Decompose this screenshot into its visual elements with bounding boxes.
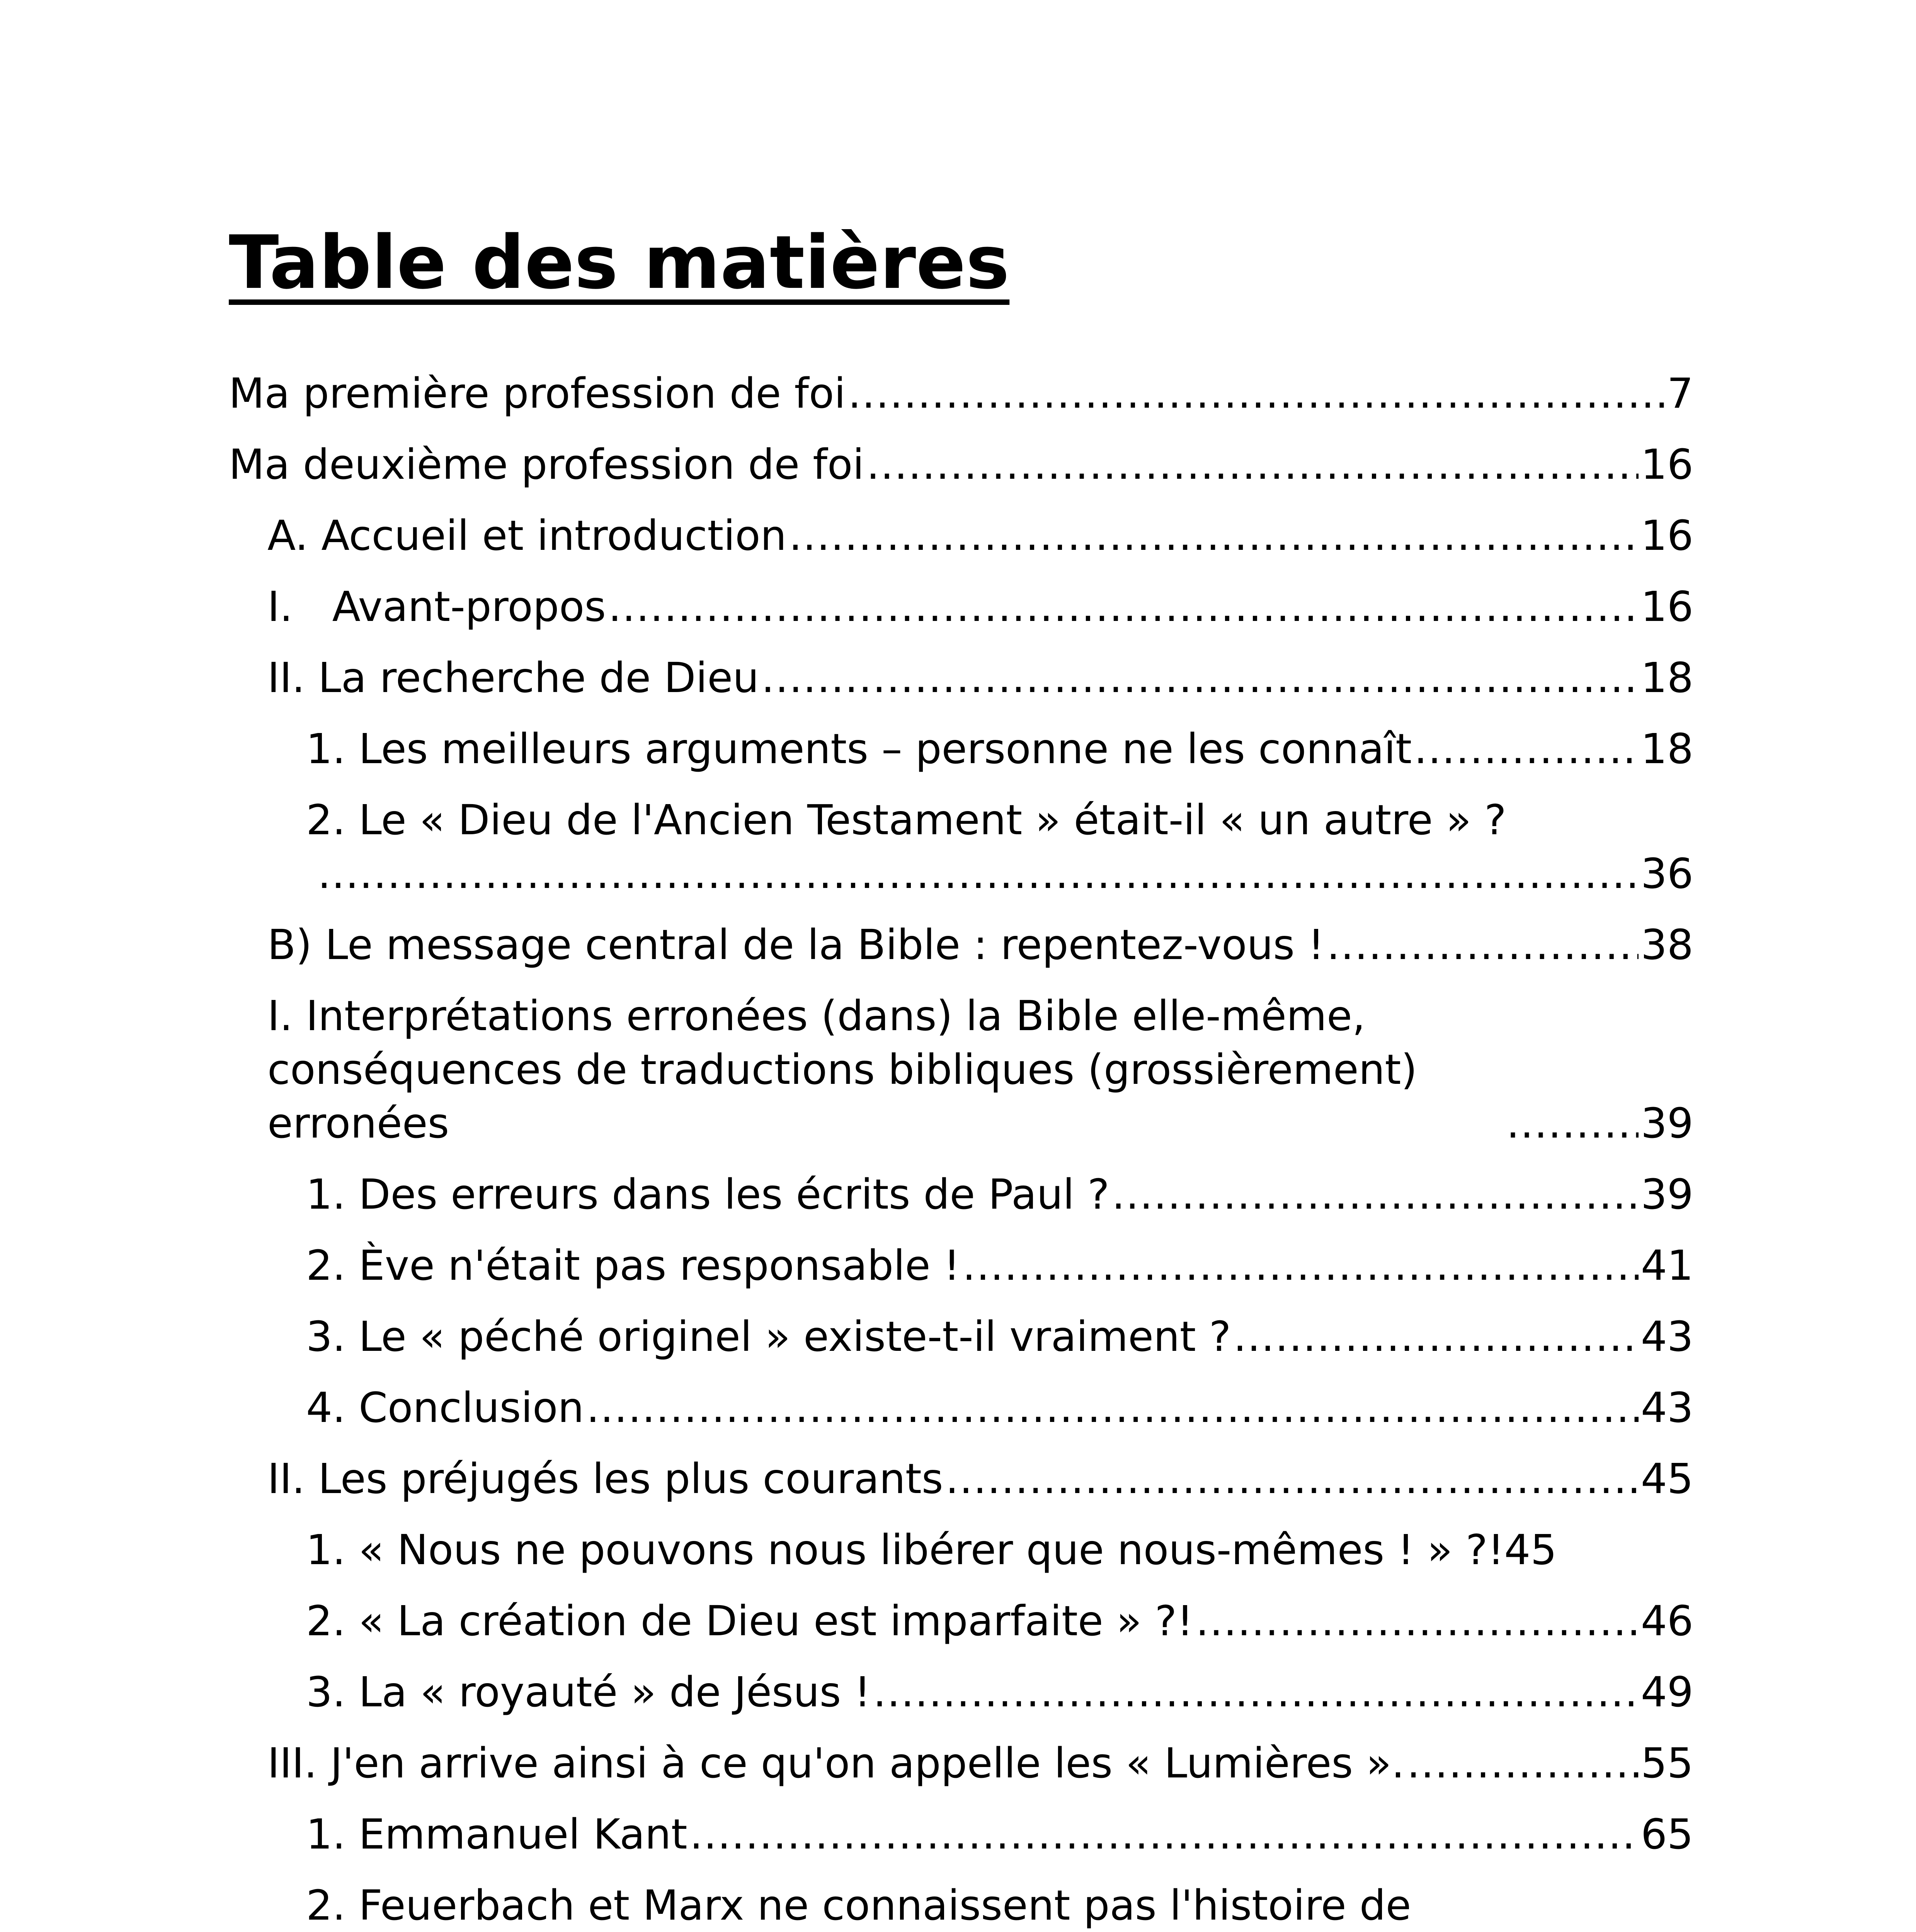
dot-leader	[1414, 723, 1639, 776]
toc-entry[interactable]	[229, 990, 1693, 1151]
toc-entry-text: 4. Conclusion	[306, 1384, 584, 1432]
toc-entry-text: II. La recherche de Dieu	[267, 654, 759, 702]
toc-entry-page: 18	[1640, 654, 1693, 702]
dot-leader	[608, 580, 1639, 634]
table-of-contents	[229, 367, 1693, 1932]
dot-leader	[873, 1666, 1639, 1719]
toc-entry-text: 1. Les meilleurs arguments – personne ne les connaît	[306, 725, 1412, 773]
toc-entry-page: 16	[1640, 583, 1693, 631]
toc-entry-text: 3. La « royauté » de Jésus !	[306, 1668, 871, 1716]
dot-leader	[1407, 1737, 1639, 1791]
toc-entry[interactable]	[229, 580, 1693, 634]
toc-entry-page: 36	[1640, 850, 1693, 898]
dot-leader	[690, 1808, 1639, 1862]
dot-leader	[318, 847, 1639, 901]
toc-entry-continuation	[306, 847, 1693, 901]
toc-entry-page: 65	[1640, 1811, 1693, 1859]
toc-entry-text: 2. « La création de Dieu est imparfaite » ?!	[306, 1597, 1194, 1645]
toc-entry-text: 1. Des erreurs dans les écrits de Paul ?	[306, 1171, 1109, 1219]
dot-leader	[1506, 1097, 1639, 1151]
dot-leader	[848, 367, 1665, 421]
toc-entry[interactable]	[229, 1879, 1693, 1932]
toc-entry-text: 2. Feuerbach et Marx ne connaissent pas l'histoire de	[306, 1882, 1411, 1930]
toc-entry-text: I. Interprétations erronées (dans) la Bible elle-même, conséquences de traductions bibliques (grossièrement) erronées	[267, 992, 1417, 1148]
dot-leader	[866, 438, 1639, 492]
toc-entry[interactable]	[229, 438, 1693, 492]
toc-entry[interactable]	[229, 651, 1693, 705]
toc-entry-text: 2. Ève n'était pas responsable !	[306, 1242, 960, 1290]
toc-entry[interactable]	[229, 367, 1693, 421]
dot-leader	[946, 1452, 1639, 1506]
toc-entry[interactable]	[229, 1239, 1693, 1293]
toc-entry-page: 39	[1640, 1171, 1693, 1219]
dot-leader	[761, 651, 1639, 705]
toc-entry-text: A. Accueil et introduction	[267, 512, 787, 560]
toc-entry-page: 7	[1667, 370, 1693, 418]
toc-entry-text: 1. « Nous ne pouvons nous libérer que nous-mêmes ! » ?!	[306, 1526, 1504, 1574]
toc-entry-text: 3. Le « péché originel » existe-t-il vraiment ?	[306, 1313, 1231, 1361]
toc-entry-page: 49	[1640, 1668, 1693, 1716]
toc-entry-text: 2. Le « Dieu de l'Ancien Testament » était-il « un autre » ?	[306, 796, 1506, 844]
toc-entry[interactable]	[229, 1310, 1693, 1364]
toc-entry-page: 43	[1640, 1384, 1693, 1432]
dot-leader	[586, 1381, 1639, 1435]
toc-entry-page: 18	[1640, 725, 1693, 773]
dot-leader	[1196, 1595, 1639, 1648]
toc-entry[interactable]	[229, 1737, 1693, 1791]
toc-entry-text: III. J'en arrive ainsi à ce qu'on appelle les « Lumières ».	[267, 1740, 1405, 1787]
toc-entry-text: II. Les préjugés les plus courants	[267, 1455, 943, 1503]
dot-leader	[1234, 1310, 1639, 1364]
dot-leader	[963, 1239, 1639, 1293]
toc-entry-page: 43	[1640, 1313, 1693, 1361]
toc-entry[interactable]	[229, 1452, 1693, 1506]
toc-entry-page: 41	[1640, 1242, 1693, 1290]
dot-leader	[789, 509, 1638, 563]
dot-leader	[1327, 918, 1639, 972]
toc-entry-text: B) Le message central de la Bible : repentez-vous !	[267, 921, 1325, 969]
toc-entry-page: 39	[1640, 1100, 1693, 1148]
toc-entry-text: Ma deuxième profession de foi	[229, 441, 864, 489]
page-title: Table des matières	[229, 220, 1010, 305]
toc-entry-text: Ma première profession de foi	[229, 370, 846, 418]
toc-entry-page: 45	[1504, 1526, 1557, 1574]
toc-entry[interactable]	[229, 1595, 1693, 1648]
toc-entry-text: 1. Emmanuel Kant	[306, 1811, 687, 1859]
toc-entry-page: 45	[1640, 1455, 1693, 1503]
toc-entry[interactable]	[229, 1168, 1693, 1222]
toc-entry-page: 55	[1640, 1740, 1693, 1787]
toc-entry-page: 46	[1640, 1597, 1693, 1645]
toc-entry[interactable]	[229, 1808, 1693, 1862]
toc-entry-page: 38	[1640, 921, 1693, 969]
toc-entry[interactable]	[229, 1524, 1693, 1577]
toc-entry[interactable]	[229, 509, 1693, 563]
toc-entry[interactable]	[229, 1666, 1693, 1719]
toc-entry-page: 16	[1640, 441, 1693, 489]
toc-entry-page: 16	[1640, 512, 1693, 560]
toc-entry[interactable]	[229, 794, 1693, 901]
toc-entry-text: I. Avant-propos	[267, 583, 606, 631]
dot-leader	[1112, 1168, 1639, 1222]
toc-entry[interactable]	[229, 918, 1693, 972]
toc-entry[interactable]	[229, 1381, 1693, 1435]
toc-entry[interactable]	[229, 723, 1693, 776]
